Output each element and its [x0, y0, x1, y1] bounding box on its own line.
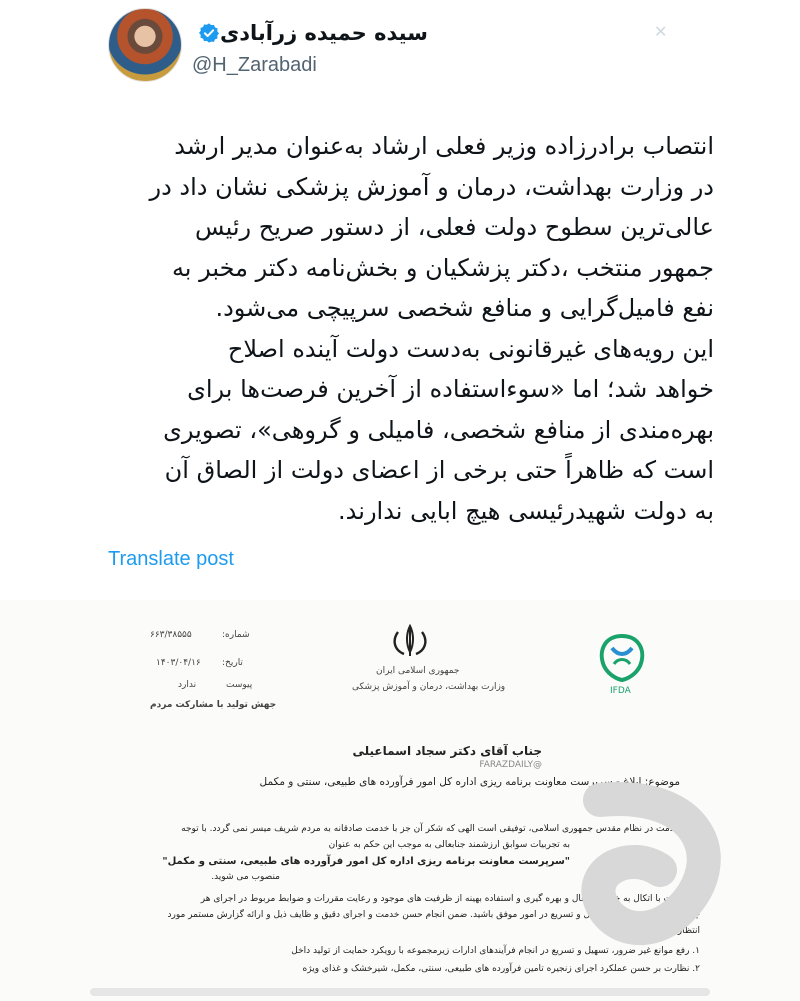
doc-body-line: چه بهتر وظایف محوله و تسهیل و تسریع در امور موفق باشید. ضمن انجام حسن خدمت و اجرای دقیق و ظایف ذیل و ارائه گزارش مستمر مورد — [167, 910, 700, 920]
iran-emblem-icon — [380, 622, 440, 662]
doc-number-label: شماره: — [222, 630, 250, 640]
attached-document-image[interactable] — [0, 600, 800, 1001]
tweet-header — [0, 0, 800, 100]
doc-body-line: به تجربیات سوابق ارزشمند جنابعالی به موجب این حکم به عنوان — [328, 840, 570, 850]
tweet-line: این رویه‌های غیرقانونی به‌دست دولت آینده اصلاح — [227, 334, 714, 363]
tweet-line: در وزارت بهداشت، درمان و آموزش پزشکی نشان داد در — [149, 172, 714, 201]
tweet-line: بهره‌مندی از منافع شخصی، فامیلی و گروهی»، تصویری — [163, 415, 714, 444]
doc-attachment-label: پیوست — [226, 680, 253, 690]
doc-date-value: ۱۴۰۳/۰۴/۱۶ — [156, 658, 201, 668]
author-handle[interactable]: @H_Zarabadi — [192, 54, 317, 76]
doc-motto: جهش تولید با مشارکت مردم — [150, 700, 277, 710]
doc-source-tag: @FARAZDAILY — [479, 760, 542, 770]
doc-greeting: با سلام و احترام؛ — [591, 804, 680, 816]
fda-logo-icon — [590, 630, 654, 686]
doc-addressee: جناب آقای دکتر سجاد اسماعیلی — [352, 744, 542, 758]
ministry-line-1: جمهوری اسلامی ایران — [376, 666, 460, 676]
doc-body-line: ۱. رفع موانع غیر ضرور، تسهیل و تسریع در انجام فرآیندهای ادارات زیرمجموعه با رویکرد حمایت از تولید داخل — [291, 946, 700, 956]
verified-badge-icon — [198, 22, 220, 44]
doc-body-line: انتظار است. — [653, 926, 700, 936]
doc-date-label: تاریخ: — [222, 658, 243, 668]
tweet-line: است که ظاهراً حتی برخی از اعضای دولت از الصاق آن — [164, 456, 714, 484]
doc-body-line: امید است با اتکال به خداوند متعال و بهره گیری و استفاده بهینه از ظرفیت های موجود و رعایت مقررات و ضوابط مربوط در اجرای هر — [200, 894, 700, 904]
tweet-line: عالی‌ترین سطوح دولت فعلی، از دستور صریح رئیس — [195, 213, 714, 241]
translate-post-link[interactable]: Translate post — [108, 548, 234, 570]
doc-body-line: خدمت در نظام مقدس جمهوری اسلامی، توفیقی است الهی که شکر آن جز با خدمت صادقانه به مردم شریف میسر نمی گردد. با توجه — [181, 824, 680, 834]
tweet-line: به دولت شهیدرئیسی هیچ ابایی ندارند. — [338, 496, 714, 525]
author-avatar[interactable] — [108, 8, 182, 82]
tweet-line: نفع فامیل‌گرایی و منافع شخصی سرپیچی می‌شود. — [215, 294, 714, 322]
author-display-name[interactable]: سیده حمیده زرآبادی — [220, 21, 428, 45]
fda-label: IFDA — [610, 686, 631, 696]
doc-body-line: ۲. نظارت بر حسن عملکرد اجرای زنجیره تامین فرآورده های طبیعی، سنتی، مکمل، شیرخشک و غذای ویژه — [302, 964, 700, 974]
doc-attachment-value: ندارد — [178, 680, 197, 690]
ministry-line-2: وزارت بهداشت، درمان و آموزش پزشکی — [352, 682, 506, 692]
watermark-icon — [560, 780, 750, 980]
doc-subject: موضوع: ابلاغ - سرپرست معاونت برنامه ریزی اداره کل امور فرآورده های طبیعی، سنتی و مکمل — [259, 776, 680, 788]
decorative-mark-icon: ✕ — [654, 22, 668, 41]
tweet-line: جمهور منتخب ،دکتر پزشکیان و بخش‌نامه دکتر مخبر به — [171, 253, 714, 282]
doc-body-line: منصوب می شوید. — [211, 872, 280, 882]
tweet-line: انتصاب برادرزاده وزیر فعلی ارشاد به‌عنوان مدیر ارشد — [174, 132, 714, 160]
bottom-divider — [90, 988, 710, 996]
doc-number-value: ۶۶۳/۳۸۵۵۵ — [150, 630, 192, 640]
author-name-row[interactable] — [192, 18, 428, 48]
tweet-line: خواهد شد؛ اما «سوءاستفاده از آخرین فرصت‌ها برای — [187, 375, 714, 403]
doc-body-line: "سرپرست معاونت برنامه ریزی اداره کل امور فرآورده های طبیعی، سنتی و مکمل" — [162, 856, 570, 867]
tweet-text — [100, 126, 714, 531]
